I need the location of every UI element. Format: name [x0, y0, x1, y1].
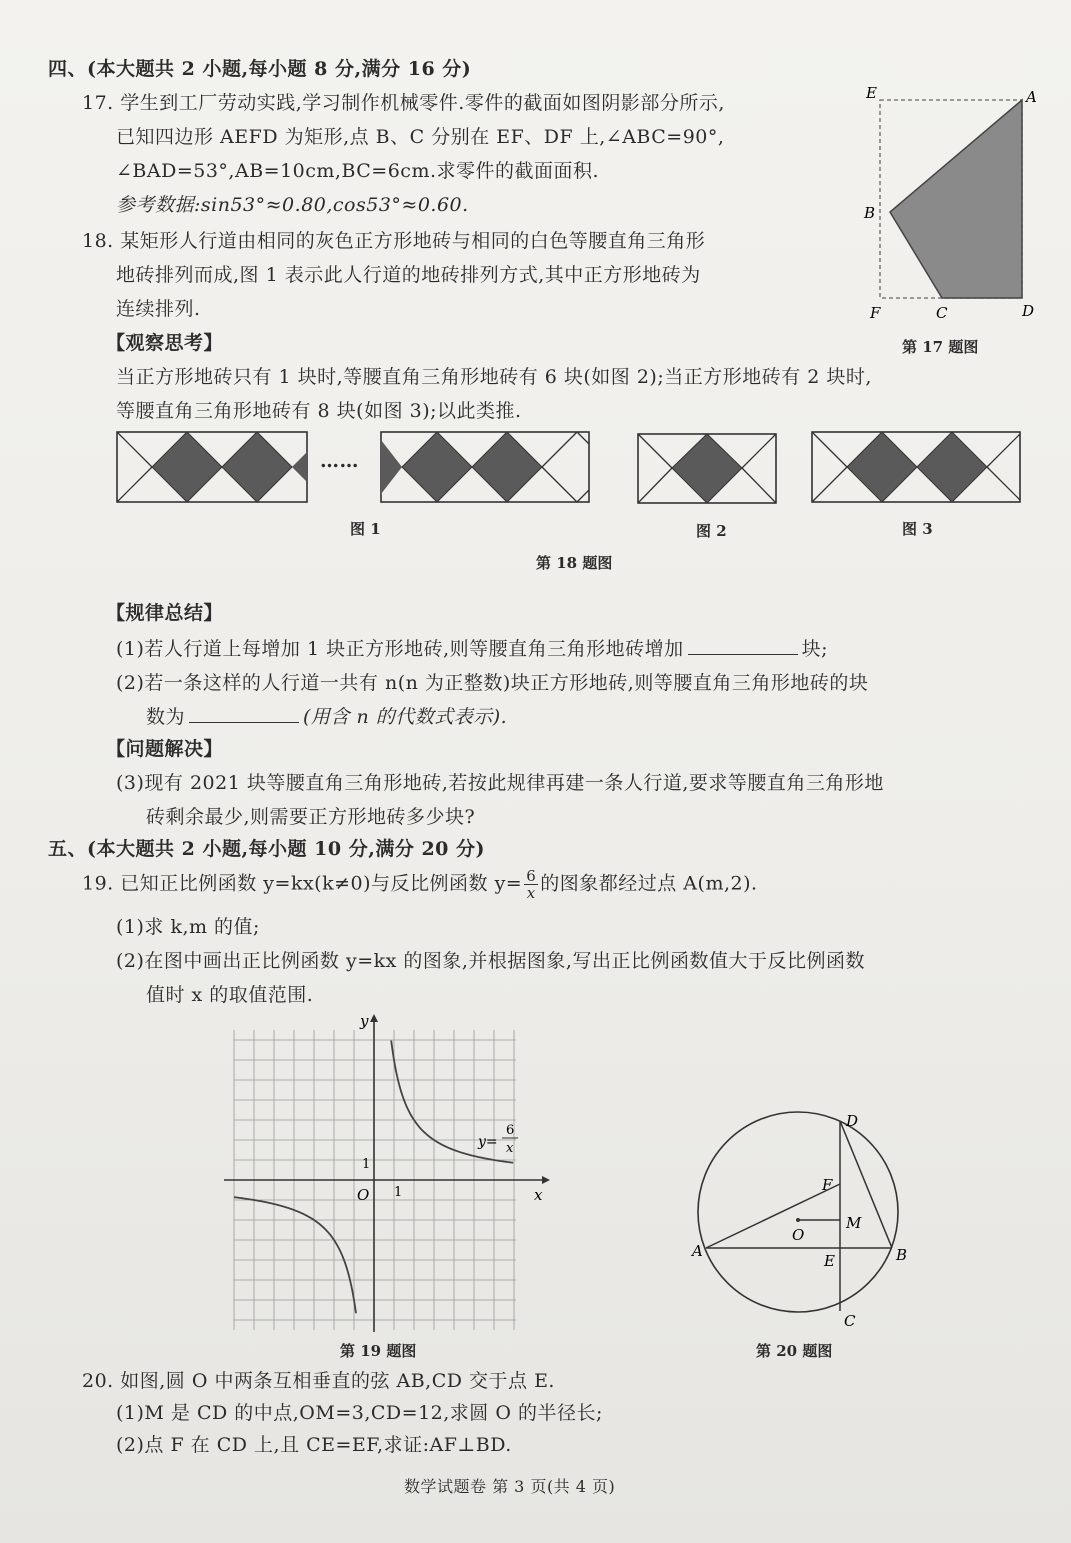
q20-part2: (2)点 F 在 CD 上,且 CE=EF,求证:AF⊥BD. [116, 1434, 512, 1456]
q18-rule1-suffix: 块; [801, 638, 829, 660]
label-f: F [822, 1176, 833, 1194]
q19-text-b: 的图象都经过点 A(m,2). [540, 872, 758, 895]
q17-line1: 17. 学生到工厂劳动实践,学习制作机械零件.零件的截面如图阴影部分所示, [82, 92, 725, 114]
answer-blank-1[interactable] [688, 636, 798, 655]
q18-line3: 连续排列. [116, 298, 201, 320]
hyperbola-branch-2 [234, 1197, 356, 1313]
q18-solve2: 砖剩余最少,则需要正方形地砖多少块? [146, 806, 476, 828]
label-c: C [936, 304, 948, 322]
x-unit-label: 1 [394, 1185, 403, 1200]
q18-figure3 [810, 430, 1024, 506]
q19-caption: 第 19 题图 [340, 1342, 417, 1360]
q18-figure1-left [116, 430, 310, 506]
label-f: F [870, 304, 881, 322]
function-label: y= [478, 1134, 498, 1150]
q18-rule2a: (2)若一条这样的人行道一共有 n(n 为正整数)块正方形地砖,则等腰直角三角形地砖的块 [116, 672, 869, 694]
q18-observe1: 当正方形地砖只有 1 块时,等腰直角三角形地砖有 6 块(如图 2);当正方形地砖有 2 块时, [116, 366, 872, 388]
label-m: M [846, 1214, 862, 1232]
q20-part1: (1)M 是 CD 的中点,OM=3,CD=12,求圆 O 的半径长; [116, 1402, 603, 1424]
label-b: B [864, 204, 876, 222]
q18-fig2-label: 图 2 [696, 522, 727, 540]
q18-observe-title: 【观察思考】 [106, 332, 224, 354]
origin-label: O [357, 1186, 370, 1204]
label-o: O [792, 1226, 805, 1244]
label-e: E [866, 84, 877, 102]
q18-rule2-hint: (用含 n 的代数式表示). [303, 706, 508, 728]
q18-solve1: (3)现有 2021 块等腰直角三角形地砖,若按此规律再建一条人行道,要求等腰直角三角形地 [116, 772, 884, 794]
q18-solve-title: 【问题解决】 [106, 738, 224, 760]
q20-circle-figure [690, 1104, 920, 1334]
shaded-part [890, 100, 1022, 298]
q18-figure2 [636, 432, 780, 506]
q17-figure [860, 84, 1050, 334]
label-e: E [824, 1252, 835, 1270]
q18-rule-title: 【规律总结】 [106, 602, 224, 624]
label-d: D [1022, 302, 1035, 320]
section4-heading: 四、(本大题共 2 小题,每小题 8 分,满分 16 分) [48, 58, 472, 80]
label-a: A [692, 1242, 703, 1260]
y-unit-label: 1 [362, 1157, 371, 1172]
q19-part1: (1)求 k,m 的值; [116, 916, 260, 938]
label-a: A [1026, 88, 1037, 106]
y-axis-label: y [360, 1012, 369, 1030]
q18-line2: 地砖排列而成,图 1 表示此人行道的地砖排列方式,其中正方形地砖为 [116, 264, 701, 286]
q18-rule1-text: (1)若人行道上每增加 1 块正方形地砖,则等腰直角三角形地砖增加 [116, 638, 684, 660]
label-c: C [844, 1312, 856, 1330]
q18-dots: …… [320, 450, 359, 472]
q19-coordinate-grid [216, 1010, 552, 1340]
q18-line1: 18. 某矩形人行道由相同的灰色正方形地砖与相同的白色等腰直角三角形 [82, 230, 706, 252]
q18-rule2b [146, 704, 507, 730]
page-footer: 数学试题卷 第 3 页(共 4 页) [404, 1477, 616, 1496]
q20-line1: 20. 如图,圆 O 中两条互相垂直的弦 AB,CD 交于点 E. [82, 1370, 555, 1392]
label-d: D [846, 1112, 859, 1130]
q20-caption: 第 20 题图 [756, 1342, 833, 1360]
q17-line2: 已知四边形 AEFD 为矩形,点 B、C 分别在 EF、DF 上,∠ABC=90°, [116, 126, 725, 148]
y-axis-arrow [370, 1014, 378, 1022]
q17-caption: 第 17 题图 [902, 338, 979, 356]
q19-text-a: 19. 已知正比例函数 y=kx(k≠0)与反比例函数 y= [82, 872, 523, 895]
q18-rule1 [116, 636, 828, 662]
function-den: x [506, 1141, 514, 1156]
q19-frac-den: x [526, 884, 536, 902]
q19-part2a: (2)在图中画出正比例函数 y=kx 的图象,并根据图象,写出正比例函数值大于反比例函数 [116, 950, 865, 972]
answer-blank-2[interactable] [189, 704, 299, 723]
q18-rule2-text: 数为 [146, 706, 186, 728]
q19-frac-num: 6 [526, 867, 537, 885]
q18-figure1-right [378, 430, 592, 506]
q18-fig1-label: 图 1 [350, 520, 381, 538]
q17-reference-data: 参考数据:sin53°≈0.80,cos53°≈0.60. [116, 194, 469, 216]
q19-line1 [82, 868, 758, 901]
q19-part2b: 值时 x 的取值范围. [146, 984, 314, 1006]
x-axis-label: x [534, 1186, 543, 1204]
q17-line3: ∠BAD=53°,AB=10cm,BC=6cm.求零件的截面面积. [116, 160, 600, 182]
center-point [796, 1218, 800, 1222]
q18-fig3-label: 图 3 [902, 520, 933, 538]
q18-caption: 第 18 题图 [536, 554, 613, 572]
q18-observe2: 等腰直角三角形地砖有 8 块(如图 3);以此类推. [116, 400, 522, 422]
segment-af [706, 1184, 840, 1248]
label-b: B [896, 1246, 908, 1264]
function-num: 6 [506, 1123, 515, 1138]
q19-fraction [524, 868, 538, 901]
x-axis-arrow [542, 1176, 550, 1184]
circle-o [698, 1112, 898, 1312]
section5-heading: 五、(本大题共 2 小题,每小题 10 分,满分 20 分) [48, 838, 485, 860]
